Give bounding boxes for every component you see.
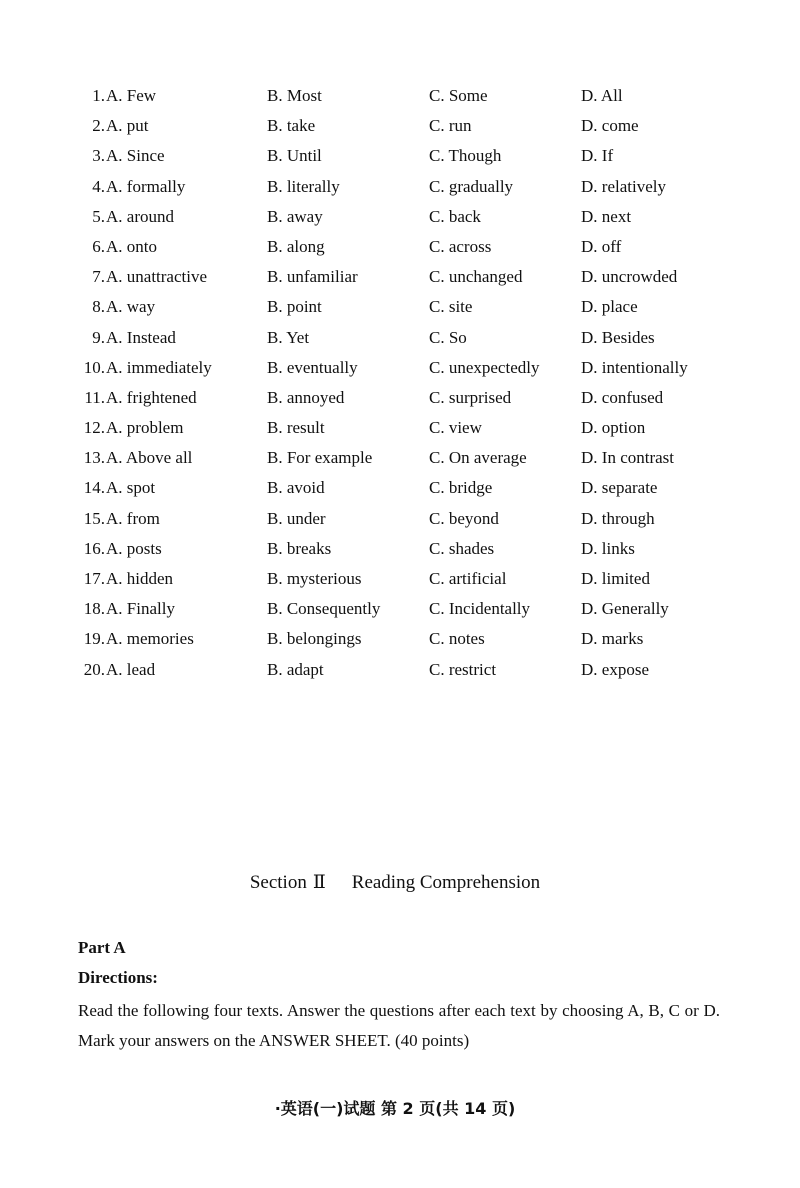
option-d: D. separate <box>581 478 658 498</box>
option-a-text: A. Since <box>106 146 165 166</box>
question-row <box>78 446 738 476</box>
question-number: 14. <box>83 478 105 498</box>
question-number: 13. <box>83 448 105 468</box>
option-c: C. Some <box>429 86 488 105</box>
option-d: D. All <box>581 86 623 105</box>
section-title <box>0 870 790 896</box>
option-a <box>78 567 173 591</box>
option-b: B. breaks <box>267 538 332 558</box>
option-a-text: A. spot <box>106 478 156 498</box>
option-a <box>78 416 183 440</box>
option-b: B. take <box>267 116 316 136</box>
option-a <box>78 476 155 500</box>
option-c: C. unexpectedly <box>429 357 540 377</box>
option-c: C. restrict <box>429 659 497 679</box>
question-number: 11. <box>84 387 105 407</box>
question-row <box>78 144 738 174</box>
option-b: B. Most <box>267 86 322 105</box>
option-a-text: A. way <box>106 297 156 317</box>
question-row <box>78 175 738 205</box>
option-b: B. mysterious <box>267 569 362 588</box>
option-d: D. off <box>581 236 622 256</box>
option-a-text: A. frightened <box>106 387 197 407</box>
option-d: D. place <box>581 297 638 317</box>
option-d: D. intentionally <box>581 357 688 377</box>
question-row <box>78 84 738 114</box>
option-c: C. So <box>429 327 467 347</box>
section-numeral: Ⅱ <box>312 872 326 893</box>
question-row <box>78 658 738 688</box>
option-d: D. come <box>581 116 639 136</box>
question-number: 9. <box>92 327 105 347</box>
question-number: 2. <box>92 116 105 136</box>
option-c: C. run <box>429 116 472 136</box>
option-d: D. In contrast <box>581 448 675 468</box>
option-b: B. away <box>267 206 323 226</box>
option-b: B. For example <box>267 448 373 468</box>
question-row <box>78 386 738 416</box>
option-c: C. On average <box>429 448 527 468</box>
question-number: 8. <box>92 297 105 317</box>
option-a-text: A. onto <box>106 236 157 256</box>
question-row <box>78 235 738 265</box>
option-d: D. confused <box>581 387 664 407</box>
option-a-text: A. lead <box>106 659 156 679</box>
option-a <box>78 446 192 470</box>
question-number: 1. <box>92 86 105 105</box>
option-d: D. Besides <box>581 327 655 347</box>
option-d: D. marks <box>581 629 644 649</box>
option-a-text: A. problem <box>106 418 184 438</box>
option-c: C. site <box>429 297 473 317</box>
option-c: C. notes <box>429 629 485 649</box>
question-row <box>78 537 738 567</box>
section-word: Section <box>249 872 307 893</box>
option-a <box>78 235 157 259</box>
option-b: B. unfamiliar <box>267 267 358 287</box>
option-b: B. literally <box>267 176 340 196</box>
question-row <box>78 627 738 657</box>
option-c: C. unchanged <box>429 267 523 287</box>
option-b: B. annoyed <box>267 387 345 407</box>
option-c: C. beyond <box>429 508 499 528</box>
question-number: 5. <box>92 206 105 226</box>
option-a-text: A. posts <box>106 538 162 558</box>
option-b: B. along <box>267 236 325 256</box>
question-number: 7. <box>92 267 105 287</box>
option-c: C. surprised <box>429 387 512 407</box>
option-a <box>78 265 207 289</box>
option-a-text: A. memories <box>106 629 194 649</box>
option-a-text: A. around <box>106 206 174 226</box>
option-c: C. shades <box>429 538 495 558</box>
question-number: 17. <box>83 569 105 588</box>
option-d: D. uncrowded <box>581 267 678 287</box>
option-b: B. eventually <box>267 357 358 377</box>
option-a-text: A. formally <box>106 176 186 196</box>
option-b: B. result <box>267 418 325 438</box>
option-a <box>78 175 185 199</box>
option-b: B. Until <box>267 146 322 166</box>
question-number: 12. <box>83 418 105 438</box>
question-number: 3. <box>92 146 105 166</box>
option-b: B. adapt <box>267 659 324 679</box>
option-a-text: A. Finally <box>106 599 175 619</box>
question-row <box>78 507 738 537</box>
question-row <box>78 326 738 356</box>
option-a <box>78 386 197 410</box>
option-d: D. relatively <box>581 176 666 196</box>
question-number: 18. <box>83 599 105 619</box>
option-a <box>78 658 155 682</box>
option-a <box>78 114 149 138</box>
question-row <box>78 205 738 235</box>
question-number: 16. <box>83 538 105 558</box>
question-number: 6. <box>92 236 105 256</box>
option-a <box>78 627 194 651</box>
option-d: D. through <box>581 508 655 528</box>
cloze-options-table <box>78 84 738 688</box>
option-d: D. Generally <box>581 599 669 619</box>
option-a <box>78 205 174 229</box>
option-b: B. Yet <box>267 327 310 347</box>
option-c: C. artificial <box>429 569 507 588</box>
directions-label: Directions: <box>78 968 158 987</box>
option-a <box>78 84 156 108</box>
option-b: B. Consequently <box>267 599 381 619</box>
question-row <box>78 265 738 295</box>
section-name: Reading Comprehension <box>351 872 541 893</box>
question-row <box>78 114 738 144</box>
option-a-text: A. Instead <box>106 327 176 347</box>
option-a-text: A. Above all <box>106 448 193 468</box>
option-a <box>78 356 212 380</box>
question-row <box>78 416 738 446</box>
option-a-text: A. from <box>106 508 160 528</box>
option-d: D. next <box>581 206 632 226</box>
option-c: C. across <box>429 236 492 256</box>
option-b: B. under <box>267 508 326 528</box>
question-row <box>78 476 738 506</box>
option-d: D. If <box>581 146 614 166</box>
question-number: 4. <box>92 176 105 196</box>
option-a-text: A. put <box>106 116 149 136</box>
option-a <box>78 295 155 319</box>
option-d: D. expose <box>581 659 649 679</box>
option-a-text: A. Few <box>106 86 157 105</box>
option-c: C. Though <box>429 146 502 166</box>
question-number: 15. <box>83 508 105 528</box>
option-c: C. gradually <box>429 176 514 196</box>
option-a <box>78 537 162 561</box>
page-footer: ·英语(一)试题 第 2 页(共 14 页) <box>274 1099 516 1118</box>
question-number: 19. <box>83 629 105 649</box>
option-b: B. point <box>267 297 322 317</box>
question-row <box>78 567 738 597</box>
option-a <box>78 144 165 168</box>
option-d: D. limited <box>581 569 650 588</box>
question-row <box>78 597 738 627</box>
directions-text: Read the following four texts. Answer the questions after each text by choosing A, B, C or D. Mark your answers on the ANSWER SHEET. (40 points) <box>78 1001 720 1050</box>
question-number: 10. <box>83 357 105 377</box>
option-c: C. back <box>429 206 481 226</box>
option-b: B. belongings <box>267 629 362 649</box>
option-d: D. option <box>581 418 646 438</box>
option-a <box>78 507 160 531</box>
question-row <box>78 356 738 386</box>
option-d: D. links <box>581 538 635 558</box>
option-a <box>78 326 176 350</box>
option-a-text: A. unattractive <box>106 267 208 287</box>
option-b: B. avoid <box>267 478 325 498</box>
option-c: C. view <box>429 418 482 438</box>
option-a-text: A. hidden <box>106 569 174 588</box>
option-a-text: A. immediately <box>106 357 212 377</box>
part-label: Part A <box>78 938 126 957</box>
question-row <box>78 295 738 325</box>
question-number: 20. <box>83 659 105 679</box>
option-c: C. Incidentally <box>429 599 531 619</box>
option-c: C. bridge <box>429 478 493 498</box>
option-a <box>78 597 175 621</box>
